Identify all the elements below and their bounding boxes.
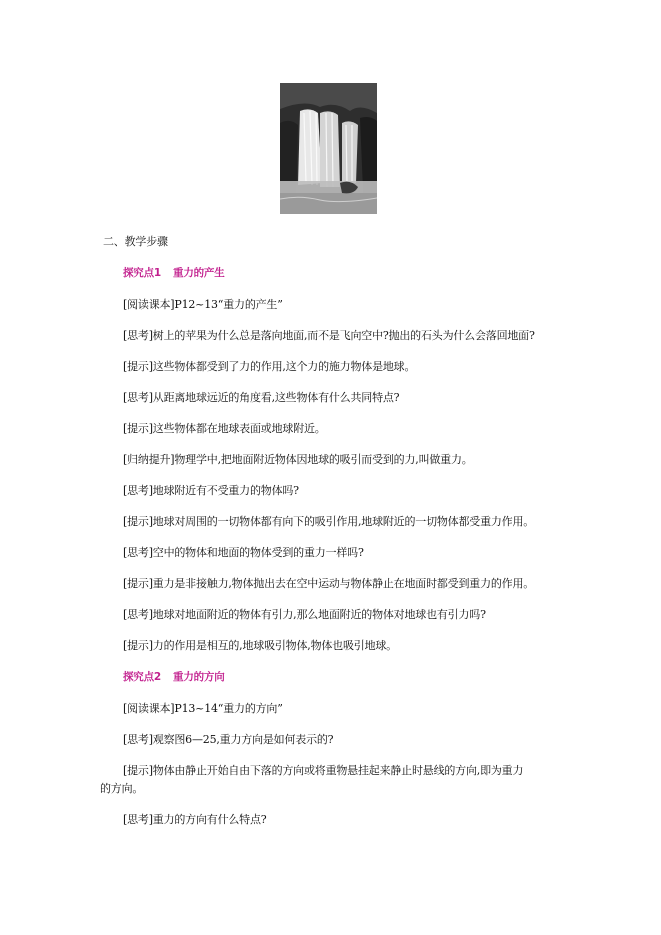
paragraph: [思考]空中的物体和地面的物体受到的重力一样吗?	[123, 546, 364, 559]
paragraph: [思考]重力的方向有什么特点?	[123, 813, 267, 826]
paragraph: [阅读课本]P12~13“重力的产生”	[123, 298, 283, 311]
paragraph: [思考]树上的苹果为什么总是落向地面,而不是飞向空中?抛出的石头为什么会落回地面?	[123, 329, 535, 342]
paragraph: [提示]力的作用是相互的,地球吸引物体,物体也吸引地球。	[123, 639, 397, 652]
paragraph: [归纳提升]物理学中,把地面附近物体因地球的吸引而受到的力,叫做重力。	[123, 453, 473, 466]
paragraph-line-1: [提示]物体由静止开始自由下落的方向或将重物悬挂起来静止时悬线的方向,即为重力	[123, 764, 524, 777]
paragraph: [提示]重力是非接触力,物体抛出去在空中运动与物体静止在地面时都受到重力的作用。	[123, 577, 535, 590]
section-name: 重力的方向	[173, 671, 225, 683]
section-number: 探究点2	[123, 671, 162, 683]
section-heading: 二、教学步骤	[103, 235, 168, 248]
paragraph: [阅读课本]P13~14“重力的方向”	[123, 702, 283, 715]
waterfall-icon	[280, 83, 377, 214]
waterfall-image	[280, 83, 377, 214]
paragraph: [思考]从距离地球远近的角度看,这些物体有什么共同特点?	[123, 391, 400, 404]
paragraph: [提示]这些物体都受到了力的作用,这个力的施力物体是地球。	[123, 360, 416, 373]
section-title-2	[123, 670, 225, 684]
section-title-1	[123, 266, 225, 280]
paragraph: [思考]地球附近有不受重力的物体吗?	[123, 484, 299, 497]
paragraph: [提示]地球对周围的一切物体都有向下的吸引作用,地球附近的一切物体都受重力作用。	[123, 515, 535, 528]
paragraph: [思考]观察图6—25,重力方向是如何表示的?	[123, 733, 334, 746]
paragraph: [提示]这些物体都在地球表面或地球附近。	[123, 422, 326, 435]
paragraph: [思考]地球对地面附近的物体有引力,那么地面附近的物体对地球也有引力吗?	[123, 608, 486, 621]
paragraph-line-2: 的方向。	[100, 782, 144, 795]
section-name: 重力的产生	[173, 267, 225, 279]
section-number: 探究点1	[123, 267, 162, 279]
